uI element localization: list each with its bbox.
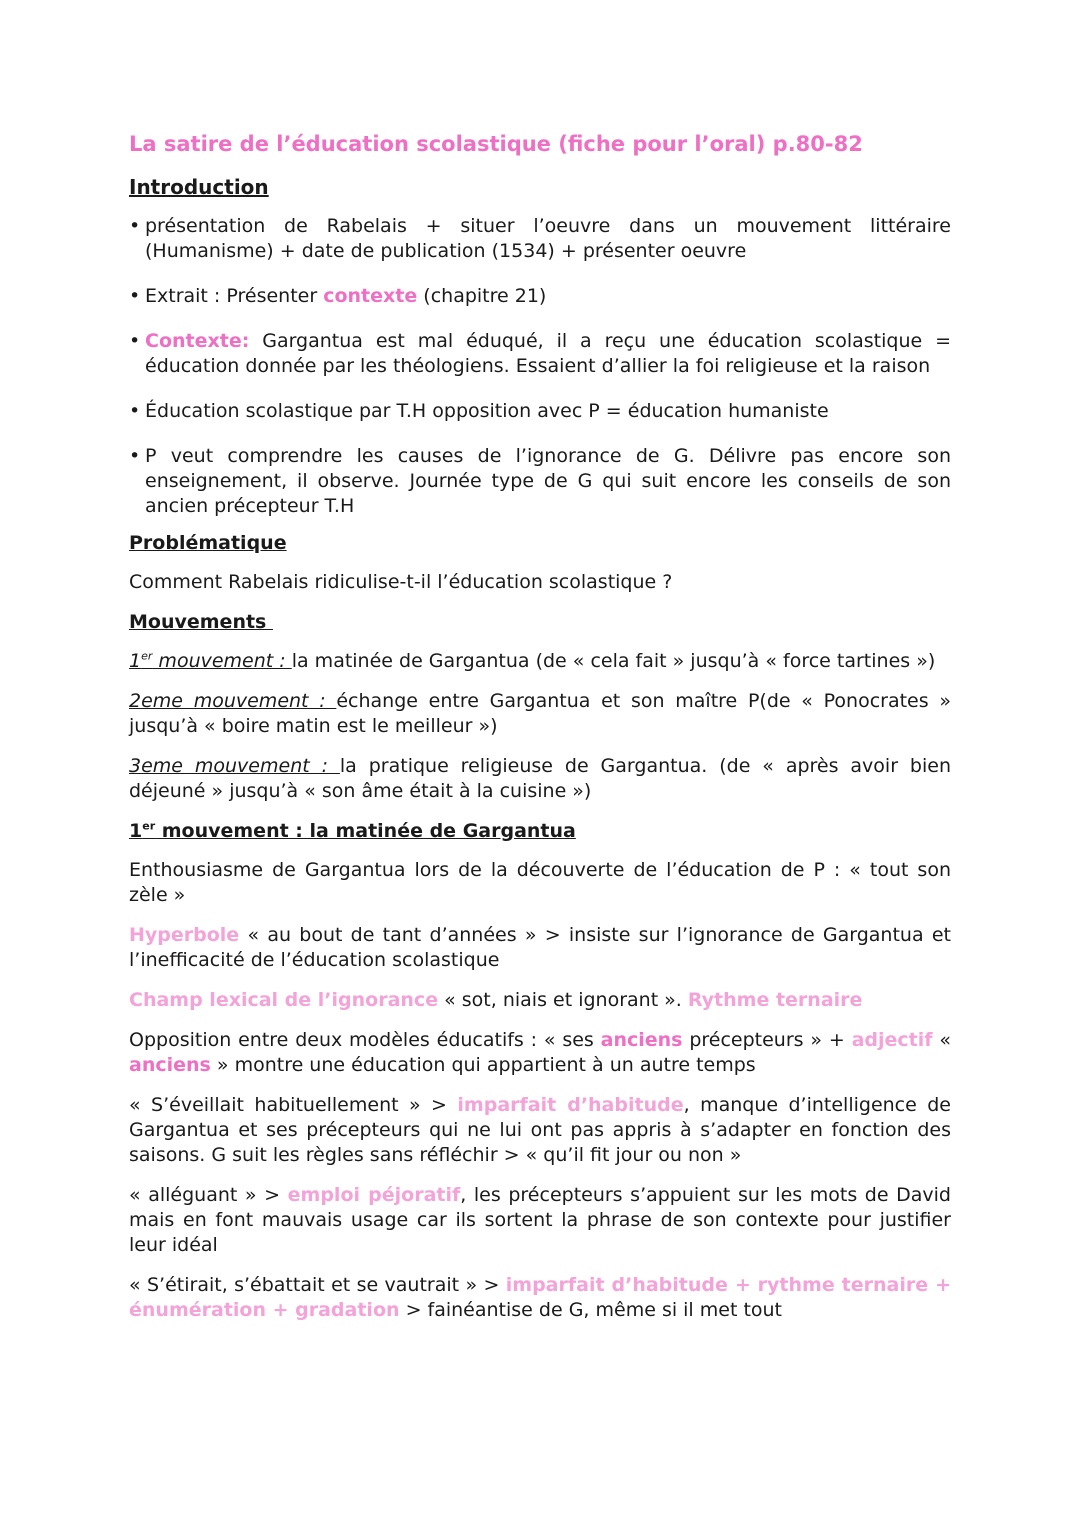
list-item: • Extrait : Présenter contexte (chapitre 21) [129, 284, 951, 309]
highlight: imparfait d’habitude [457, 1094, 684, 1116]
highlight: emploi péjoratif [287, 1184, 461, 1206]
list-item: • P veut comprendre les causes de l’ignorance de G. Délivre pas encore son enseignement, il observe. Journée type de G qui suit encore les conseils de son ancien précepteur T.H [129, 444, 951, 519]
paragraph: Opposition entre deux modèles éducatifs : « ses anciens précepteurs » + adjectif « anciens » montre une éducation qui appartient à un autre temps [129, 1029, 951, 1076]
paragraph: Hyperbole « au bout de tant d’années » > insiste sur l’ignorance de Gargantua et l’inefficacité de l’éducation scolastique [129, 924, 951, 971]
paragraph: Champ lexical de l’ignorance « sot, niais et ignorant ». Rythme ternaire [129, 989, 863, 1011]
problematique-text: Comment Rabelais ridiculise-t-il l’éducation scolastique ? [129, 571, 673, 593]
section-1-heading: 1er mouvement : la matinée de Gargantua [129, 819, 576, 842]
highlight: anciens [129, 1054, 211, 1076]
document-title: La satire de l’éducation scolastique (fiche pour l’oral) p.80-82 [129, 132, 863, 156]
highlight: Hyperbole [129, 924, 240, 946]
highlight: Champ lexical de l’ignorance [129, 989, 439, 1011]
document-page [129, 130, 951, 1338]
introduction-heading: Introduction [129, 175, 269, 199]
mouvements-heading: Mouvements [129, 611, 273, 633]
paragraph: « S’éveillait habituellement » > imparfait d’habitude, manque d’intelligence de Gargantua et ses précepteurs qui ne lui ont pas appris à s’adapter en fonction des saisons. G suit les règles sans réfléchir > « qu’il fit jour ou non » [129, 1094, 951, 1166]
highlight: adjectif [851, 1029, 933, 1051]
movement-3: 3eme mouvement : la pratique religieuse de Gargantua. (de « après avoir bien déjeuné » jusqu’à « son âme était à la cuisine ») [129, 755, 951, 802]
highlight: contexte [323, 285, 418, 307]
paragraph: « alléguant » > emploi péjoratif, les précepteurs s’appuient sur les mots de David mais en font mauvais usage car ils sortent la phrase de son contexte pour justifier leur idéal [129, 1184, 951, 1256]
paragraph: « S’étirait, s’ébattait et se vautrait » > imparfait d’habitude + rythme ternaire + énumération + gradation > fainéantise de G, même si il met tout [129, 1274, 951, 1321]
highlight: imparfait d’habitude + rythme ternaire + énumération + gradation [129, 1274, 951, 1321]
paragraph: Enthousiasme de Gargantua lors de la découverte de l’éducation de P : « tout son zèle » [129, 859, 951, 906]
list-item: • Éducation scolastique par T.H opposition avec P = éducation humaniste [129, 399, 951, 424]
highlight: Contexte: [145, 330, 250, 352]
introduction-list [129, 214, 951, 519]
movement-2: 2eme mouvement : échange entre Gargantua et son maître P(de « Ponocrates » jusqu’à « boire matin est le meilleur ») [129, 690, 951, 737]
problematique-heading: Problématique [129, 532, 287, 554]
list-item: • présentation de Rabelais + situer l’oeuvre dans un mouvement littéraire (Humanisme) + date de publication (1534) + présenter oeuvre [129, 214, 951, 264]
highlight: anciens [600, 1029, 683, 1051]
highlight: Rythme ternaire [687, 989, 863, 1011]
movement-1: 1er mouvement : la matinée de Gargantua (de « cela fait » jusqu’à « force tartines ») [129, 649, 936, 672]
list-item: • Contexte: Gargantua est mal éduqué, il a reçu une éducation scolastique = éducation donnée par les théologiens. Essaient d’allier la foi religieuse et la raison [129, 329, 951, 379]
